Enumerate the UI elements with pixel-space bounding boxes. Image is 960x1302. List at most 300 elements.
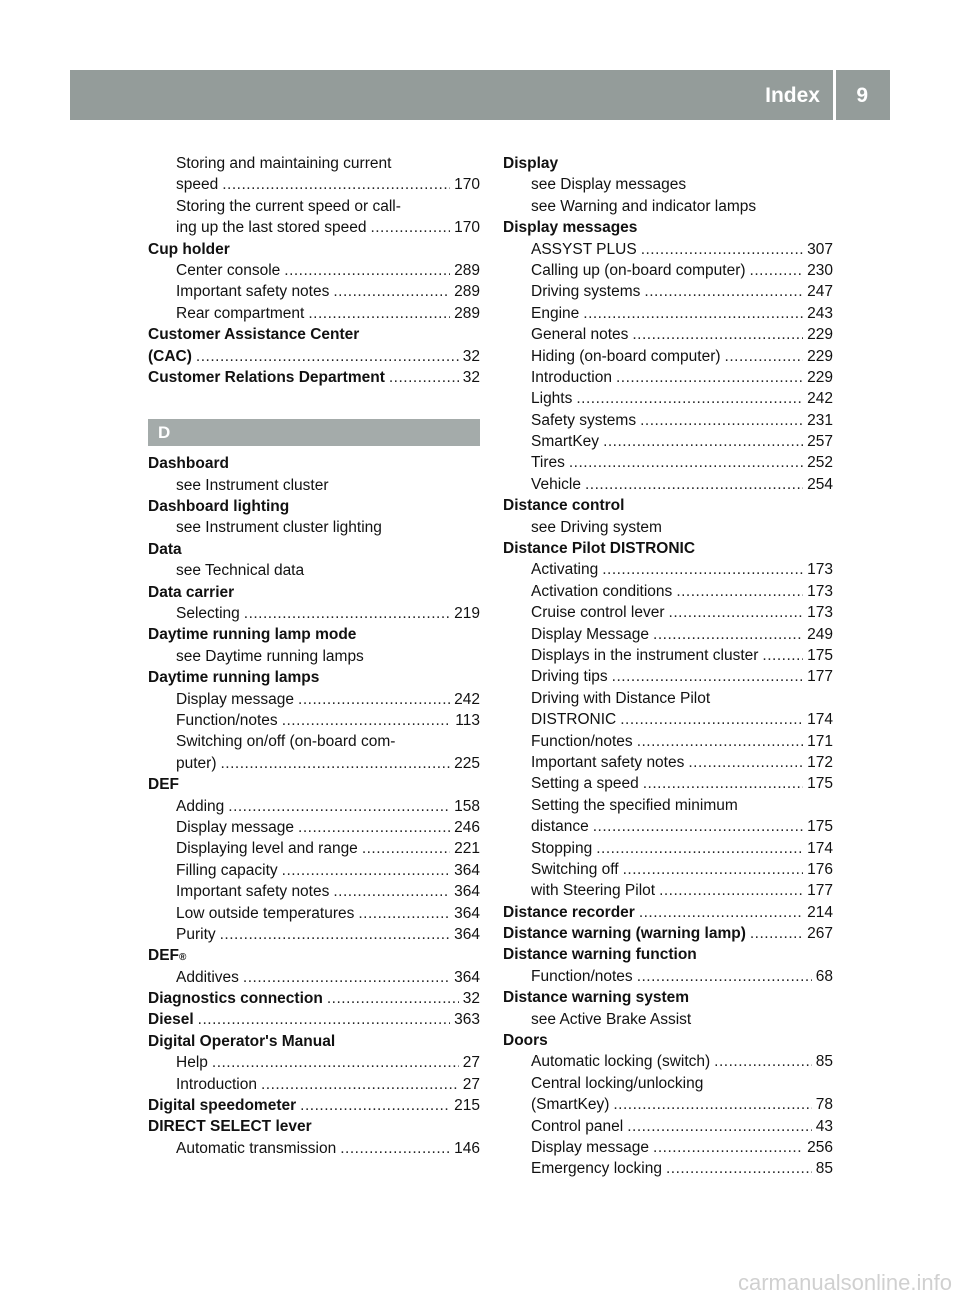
entry-text: see Daytime running lamps — [176, 647, 364, 665]
index-subentry — [148, 560, 480, 581]
index-entry — [503, 153, 833, 174]
entry-text: ing up the last stored speed — [176, 219, 367, 237]
index-subentry[interactable] — [503, 388, 833, 409]
index-subentry[interactable] — [503, 581, 833, 602]
entry-text: puter) — [176, 754, 217, 772]
page-reference: 229 — [807, 326, 833, 344]
leader-dots — [653, 1137, 803, 1158]
entry-text: Display message — [176, 818, 295, 836]
entry-text: Tires — [531, 454, 565, 472]
leader-dots — [688, 752, 803, 773]
entry-text: DEF — [148, 947, 179, 965]
entry-text: Diagnostics connection — [148, 990, 323, 1008]
leader-dots — [221, 753, 451, 774]
leader-dots — [196, 346, 459, 367]
index-subentry — [148, 731, 480, 752]
page-reference: 85 — [815, 1160, 833, 1178]
entry-text: see Technical data — [176, 562, 305, 580]
leader-dots — [612, 666, 803, 687]
index-subentry[interactable] — [148, 903, 480, 924]
leader-dots — [659, 880, 803, 901]
index-subentry[interactable] — [503, 281, 833, 302]
index-subentry — [503, 688, 833, 709]
leader-dots — [333, 881, 450, 902]
index-subentry[interactable] — [503, 709, 833, 730]
page-reference: 85 — [815, 1053, 833, 1071]
leader-dots — [602, 559, 803, 580]
leader-dots — [637, 966, 812, 987]
entry-text: SmartKey — [531, 433, 600, 451]
index-subentry[interactable] — [503, 410, 833, 431]
index-subentry[interactable] — [503, 1094, 833, 1115]
page-reference: 242 — [454, 690, 480, 708]
leader-dots — [676, 581, 803, 602]
entry-text: see Display messages — [531, 176, 687, 194]
index-subentry[interactable] — [503, 752, 833, 773]
page-reference: 231 — [807, 411, 833, 429]
index-entry — [148, 774, 480, 795]
page-reference: 68 — [815, 967, 833, 985]
index-subentry[interactable] — [503, 880, 833, 901]
entry-text: with Steering Pilot — [531, 882, 656, 900]
leader-dots — [358, 903, 450, 924]
entry-text: Important safety notes — [176, 883, 330, 901]
page-reference: 176 — [807, 860, 833, 878]
page-reference: 174 — [807, 711, 833, 729]
entry-text: Driving tips — [531, 668, 608, 686]
page-reference: 364 — [454, 968, 480, 986]
index-subentry[interactable] — [503, 559, 833, 580]
header-title: Index — [765, 84, 820, 107]
entry-text: Data carrier — [148, 583, 235, 601]
entry-text: Hiding (on-board computer) — [531, 347, 721, 365]
page-reference: 173 — [807, 582, 833, 600]
index-subentry[interactable] — [148, 710, 480, 731]
entry-text: Display — [503, 155, 559, 172]
index-entry — [148, 324, 480, 345]
page-reference: 32 — [462, 347, 480, 365]
leader-dots — [298, 817, 450, 838]
page-reference: 27 — [462, 1075, 480, 1093]
leader-dots — [300, 1095, 450, 1116]
page-reference: 177 — [807, 882, 833, 900]
entry-text: Doors — [503, 1032, 548, 1050]
entry-text: ASSYST PLUS — [531, 240, 637, 258]
index-entry: DEF ® — [148, 945, 480, 966]
index-entry — [503, 1030, 833, 1051]
leader-dots — [669, 602, 804, 623]
section-gap — [148, 388, 480, 419]
index-subentry[interactable] — [503, 602, 833, 623]
entries-right — [503, 153, 833, 1180]
entry-text: Distance recorder — [503, 903, 635, 921]
entry-text: Driving with Distance Pilot — [531, 689, 711, 707]
index-column-right — [503, 153, 833, 1180]
index-subentry[interactable] — [503, 816, 833, 837]
leader-dots — [569, 452, 803, 473]
leader-dots — [370, 217, 450, 238]
leader-dots — [333, 281, 450, 302]
entry-text: Switching on/off (on-board com- — [176, 733, 396, 751]
index-subentry[interactable] — [503, 431, 833, 452]
index-subentry[interactable] — [148, 967, 480, 988]
index-entry[interactable] — [148, 346, 480, 367]
entry-text: Introduction — [176, 1075, 257, 1093]
index-entry[interactable] — [148, 988, 480, 1009]
index-entry — [148, 624, 480, 645]
page-reference: 43 — [815, 1117, 833, 1135]
index-subentry[interactable] — [148, 1138, 480, 1159]
entry-text: Adding — [176, 797, 225, 815]
leader-dots — [639, 902, 803, 923]
page-reference: 215 — [454, 1097, 480, 1115]
leader-dots — [653, 624, 803, 645]
leader-dots — [284, 260, 450, 281]
entry-text: Additives — [176, 968, 239, 986]
index-entry — [503, 217, 833, 238]
leader-dots — [282, 710, 452, 731]
leader-dots — [596, 838, 803, 859]
entry-text: Cup holder — [148, 240, 230, 258]
page-reference: 158 — [454, 797, 480, 815]
entry-text: see Instrument cluster lighting — [176, 519, 382, 537]
page-reference: 173 — [807, 604, 833, 622]
leader-dots — [362, 838, 450, 859]
index-subentry[interactable] — [148, 1052, 480, 1073]
entry-text: DIRECT SELECT lever — [148, 1118, 312, 1136]
entry-text: Distance control — [503, 497, 625, 515]
index-subentry[interactable] — [503, 859, 833, 880]
entry-text: Data — [148, 540, 182, 558]
index-subentry[interactable] — [503, 260, 833, 281]
leader-dots — [585, 474, 803, 495]
leader-dots — [623, 859, 804, 880]
page-reference: 173 — [807, 561, 833, 579]
entry-text: Rear compartment — [176, 304, 305, 322]
entry-text: Digital speedometer — [148, 1097, 297, 1115]
index-subentry — [148, 646, 480, 667]
index-subentry — [503, 795, 833, 816]
leader-dots — [212, 1052, 459, 1073]
index-entry — [148, 239, 480, 260]
page-reference: 257 — [807, 433, 833, 451]
leader-dots — [632, 324, 803, 345]
entry-text: Activating — [531, 561, 599, 579]
leader-dots — [308, 303, 450, 324]
index-subentry[interactable] — [503, 838, 833, 859]
page-reference: 289 — [454, 261, 480, 279]
index-subentry[interactable] — [503, 1158, 833, 1179]
page-reference: 364 — [454, 883, 480, 901]
entry-text: Help — [176, 1054, 208, 1072]
leader-dots — [762, 645, 803, 666]
leader-dots — [576, 388, 803, 409]
index-entry[interactable] — [148, 367, 480, 388]
index-entry[interactable] — [148, 1009, 480, 1030]
entry-text: Dashboard — [148, 455, 229, 473]
index-subentry[interactable] — [148, 753, 480, 774]
index-subentry[interactable] — [148, 174, 480, 195]
index-subentry — [148, 153, 480, 174]
entry-text: speed — [176, 176, 219, 194]
leader-dots — [725, 346, 804, 367]
index-entry — [148, 1031, 480, 1052]
leader-dots — [261, 1074, 459, 1095]
entry-text: see Driving system — [531, 518, 662, 536]
index-subentry — [148, 475, 480, 496]
index-subentry[interactable] — [503, 1051, 833, 1072]
entry-text: Function/notes — [531, 967, 633, 985]
entry-text: Distance warning (warning lamp) — [503, 925, 746, 943]
page-reference: 364 — [454, 904, 480, 922]
page-reference: 230 — [807, 261, 833, 279]
entry-text: Daytime running lamps — [148, 669, 320, 687]
page-reference: 174 — [807, 839, 833, 857]
entry-text: distance — [531, 818, 589, 836]
leader-dots — [583, 303, 803, 324]
entry-text: Function/notes — [531, 732, 633, 750]
page-reference: 229 — [807, 368, 833, 386]
page-reference: 249 — [807, 625, 833, 643]
index-subentry[interactable] — [148, 1074, 480, 1095]
index-subentry — [503, 517, 833, 538]
index-subentry — [503, 196, 833, 217]
index-subentry[interactable] — [503, 346, 833, 367]
entry-text: Storing the current speed or call- — [176, 197, 401, 215]
index-entry — [148, 496, 480, 517]
index-subentry[interactable] — [503, 966, 833, 987]
index-entry — [148, 453, 480, 474]
entry-text: Control panel — [531, 1117, 624, 1135]
leader-dots — [389, 367, 459, 388]
leader-dots — [637, 731, 803, 752]
entry-text: Low outside temperatures — [176, 904, 355, 922]
entry-text: Switching off — [531, 860, 619, 878]
leader-dots — [641, 239, 803, 260]
leader-dots — [228, 796, 450, 817]
page-reference: 175 — [807, 775, 833, 793]
entry-text: Storing and maintaining current — [176, 155, 392, 172]
page-reference: 175 — [807, 646, 833, 664]
leader-dots — [750, 923, 803, 944]
page-reference: 363 — [454, 1011, 480, 1029]
entry-text: Distance warning system — [503, 989, 690, 1007]
page-reference: 289 — [454, 304, 480, 322]
entry-text: Center console — [176, 261, 281, 279]
watermark: carmanualsonline.info — [737, 1270, 952, 1295]
entry-text: Introduction — [531, 368, 612, 386]
page-reference: 289 — [454, 283, 480, 301]
index-entry — [503, 538, 833, 559]
leader-dots — [714, 1051, 812, 1072]
index-subentry[interactable] — [503, 624, 833, 645]
index-subentry[interactable] — [503, 731, 833, 752]
index-entry — [503, 944, 833, 965]
entry-text: Function/notes — [176, 711, 278, 729]
index-subentry[interactable] — [148, 924, 480, 945]
index-subentry[interactable] — [503, 773, 833, 794]
entry-text: Customer Assistance Center — [148, 326, 360, 344]
entry-text: Filling capacity — [176, 861, 278, 879]
page-reference: 78 — [815, 1096, 833, 1114]
entry-text: Important safety notes — [176, 283, 330, 301]
index-subentry[interactable] — [503, 367, 833, 388]
entry-text: Distance Pilot DISTRONIC — [503, 540, 696, 558]
index-subentry[interactable] — [148, 796, 480, 817]
page-header-bar — [70, 70, 890, 120]
leader-dots — [640, 410, 803, 431]
leader-dots — [282, 860, 450, 881]
entry-text: Activation conditions — [531, 582, 673, 600]
page-reference: 267 — [807, 925, 833, 943]
leader-dots — [298, 689, 450, 710]
index-subentry[interactable] — [503, 239, 833, 260]
leader-dots — [243, 967, 450, 988]
page-reference: 177 — [807, 668, 833, 686]
page-reference: 307 — [807, 240, 833, 258]
page-number: 9 — [856, 84, 868, 107]
index-entry — [148, 667, 480, 688]
entry-text: see Warning and indicator lamps — [531, 197, 757, 215]
leader-dots — [613, 1094, 811, 1115]
entry-text: Daytime running lamp mode — [148, 626, 357, 644]
entry-text: Lights — [531, 390, 573, 408]
leader-dots — [666, 1158, 812, 1179]
entry-text: Display Message — [531, 625, 650, 643]
index-subentry[interactable] — [148, 838, 480, 859]
index-subentry[interactable] — [148, 689, 480, 710]
index-subentry — [503, 174, 833, 195]
index-subentry — [503, 1073, 833, 1094]
page-reference: 175 — [807, 818, 833, 836]
page-reference: 247 — [807, 283, 833, 301]
page-reference: 172 — [807, 753, 833, 771]
entry-text: Distance warning function — [503, 946, 697, 964]
page-reference: 171 — [807, 732, 833, 750]
entry-text: Automatic locking (switch) — [531, 1053, 711, 1071]
entry-text: Displaying level and range — [176, 840, 358, 858]
leader-dots — [244, 603, 450, 624]
page-reference: 219 — [454, 605, 480, 623]
entry-text: DISTRONIC — [531, 711, 617, 729]
index-subentry[interactable] — [148, 217, 480, 238]
page-reference: 229 — [807, 347, 833, 365]
page-reference: 32 — [462, 990, 480, 1008]
index-entry[interactable] — [148, 1095, 480, 1116]
entry-text: Safety systems — [531, 411, 637, 429]
index-subentry[interactable] — [148, 860, 480, 881]
leader-dots — [340, 1138, 450, 1159]
entry-text: Displays in the instrument cluster — [531, 646, 759, 664]
index-entry[interactable] — [503, 923, 833, 944]
leader-dots — [198, 1009, 450, 1030]
index-subentry — [148, 517, 480, 538]
page-reference: 170 — [454, 219, 480, 237]
entry-text: Diesel — [148, 1011, 194, 1029]
index-subentry[interactable] — [148, 603, 480, 624]
page-reference: 113 — [455, 711, 480, 729]
index-subentry — [148, 196, 480, 217]
index-subentry[interactable] — [503, 324, 833, 345]
entry-text: Central locking/unlocking — [531, 1074, 704, 1092]
leader-dots — [627, 1116, 812, 1137]
index-subentry[interactable] — [148, 303, 480, 324]
entry-text: Setting the specified minimum — [531, 796, 738, 814]
index-column-left — [148, 153, 480, 1159]
entry-text: Emergency locking — [531, 1160, 662, 1178]
index-subentry[interactable] — [503, 474, 833, 495]
index-subentry[interactable] — [503, 645, 833, 666]
leader-dots — [643, 773, 803, 794]
entries-before-section — [148, 153, 480, 388]
page-reference: 146 — [454, 1139, 480, 1157]
entry-text: Display message — [531, 1138, 650, 1156]
entry-text: Important safety notes — [531, 753, 685, 771]
index-subentry[interactable] — [148, 260, 480, 281]
index-subentry[interactable] — [503, 452, 833, 473]
index-subentry[interactable] — [503, 666, 833, 687]
entry-text: Display messages — [503, 219, 638, 237]
index-subentry[interactable] — [148, 817, 480, 838]
entry-text: Dashboard lighting — [148, 498, 290, 516]
leader-dots — [327, 988, 459, 1009]
entry-text: Stopping — [531, 839, 593, 857]
leader-dots — [603, 431, 803, 452]
entry-text: Calling up (on-board computer) — [531, 261, 746, 279]
leader-dots — [750, 260, 804, 281]
page-reference: 364 — [454, 925, 480, 943]
section-header-d: D — [148, 419, 480, 446]
entry-text: see Active Brake Assist — [531, 1010, 692, 1028]
leader-dots — [616, 367, 803, 388]
entry-text: Digital Operator's Manual — [148, 1032, 336, 1050]
entry-text: Automatic transmission — [176, 1139, 337, 1157]
page-reference: 27 — [462, 1054, 480, 1072]
index-subentry[interactable] — [503, 1137, 833, 1158]
entry-text: Vehicle — [531, 475, 581, 493]
leader-dots — [644, 281, 803, 302]
header-divider — [833, 70, 836, 120]
entries-after-section — [148, 453, 480, 1159]
index-entry — [503, 987, 833, 1008]
entry-text: Engine — [531, 304, 580, 322]
page-reference: 364 — [454, 861, 480, 879]
page-reference: 256 — [807, 1138, 833, 1156]
entry-text: Driving systems — [531, 283, 641, 301]
entry-text: (SmartKey) — [531, 1096, 610, 1114]
index-entry[interactable] — [503, 902, 833, 923]
index-subentry[interactable] — [503, 303, 833, 324]
index-subentry[interactable] — [148, 881, 480, 902]
leader-dots — [222, 174, 450, 195]
index-entry — [148, 582, 480, 603]
page-reference: 254 — [807, 475, 833, 493]
entry-text: Setting a speed — [531, 775, 639, 793]
page-reference: 32 — [462, 368, 480, 386]
leader-dots — [620, 709, 803, 730]
index-entry — [148, 1116, 480, 1137]
page-reference: 246 — [454, 818, 480, 836]
page-reference: 170 — [454, 176, 480, 194]
page-reference: 252 — [807, 454, 833, 472]
entry-text: DEF — [148, 776, 179, 794]
entry-text: Customer Relations Department — [148, 368, 385, 386]
leader-dots — [593, 816, 803, 837]
index-subentry[interactable] — [148, 281, 480, 302]
index-subentry[interactable] — [503, 1116, 833, 1137]
page-reference: 242 — [807, 390, 833, 408]
page-reference: 221 — [454, 840, 480, 858]
